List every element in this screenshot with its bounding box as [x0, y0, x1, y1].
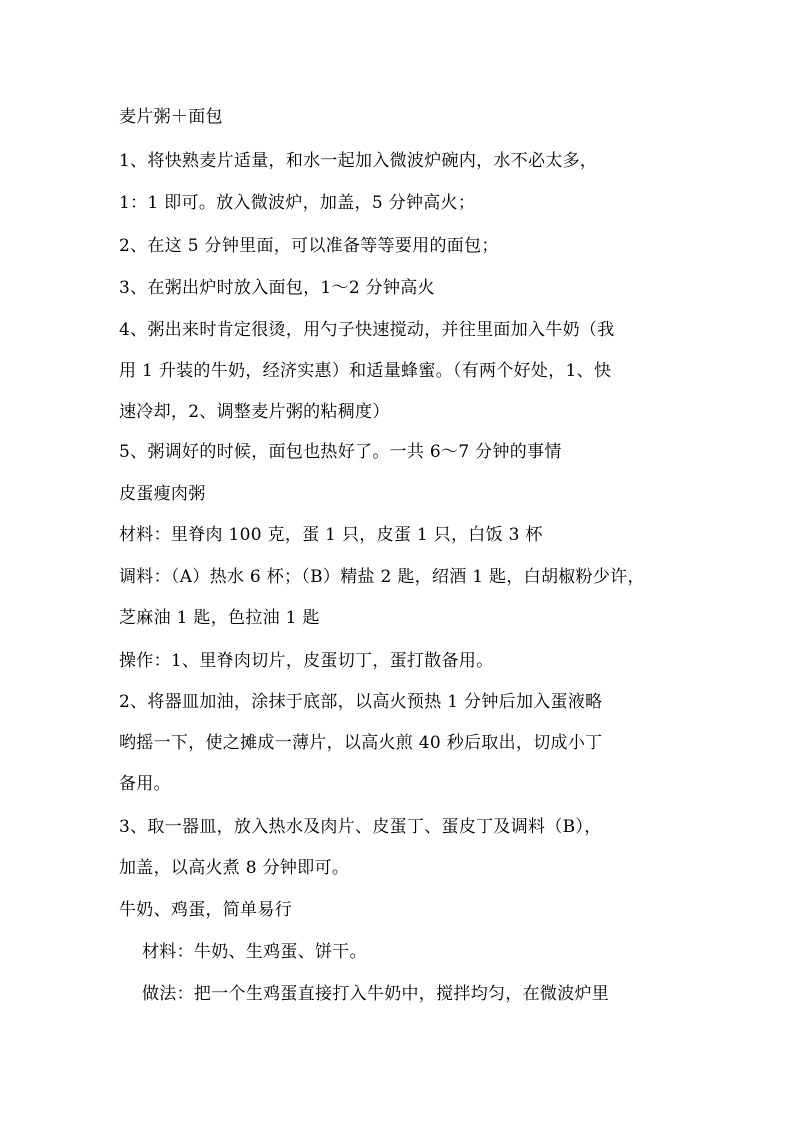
- text-line: 材料：牛奶、生鸡蛋、饼干。: [142, 942, 367, 962]
- text-line: 芝麻油 1 匙，色拉油 1 匙: [119, 608, 320, 628]
- section-title-century-egg-porridge: 皮蛋瘦肉粥: [119, 484, 206, 504]
- text-line: 备用。: [119, 774, 171, 794]
- text-line: 1：1 即可。放入微波炉，加盖，5 分钟高火；: [119, 193, 476, 213]
- text-line: 5、粥调好的时候，面包也热好了。一共 6～7 分钟的事情: [119, 442, 562, 462]
- text-line: 4、粥出来时肯定很烫，用勺子快速搅动，并往里面加入牛奶（我: [119, 320, 615, 340]
- text-line: 2、将器皿加油，涂抹于底部，以高火预热 1 分钟后加入蛋液略: [119, 692, 603, 712]
- text-line: 调料：（A）热水 6 杯；（B）精盐 2 匙，绍酒 1 匙，白胡椒粉少许，: [119, 567, 645, 587]
- text-line: 材料：里脊肉 100 克，蛋 1 只，皮蛋 1 只，白饭 3 杯: [119, 525, 543, 545]
- section-title-milk-egg: 牛奶、鸡蛋，简单易行: [119, 900, 292, 920]
- text-line: 速冷却，2、调整麦片粥的粘稠度）: [119, 402, 390, 422]
- text-line: 加盖，以高火煮 8 分钟即可。: [119, 858, 350, 878]
- text-line: 操作：1、里脊肉切片，皮蛋切丁，蛋打散备用。: [119, 651, 494, 671]
- text-line: 1、将快熟麦片适量，和水一起加入微波炉碗内，水不必太多，: [119, 151, 598, 171]
- text-line: 3、在粥出炉时放入面包，1～2 分钟高火: [119, 278, 435, 298]
- text-line: 3、取一器皿，放入热水及肉片、皮蛋丁、蛋皮丁及调料（B），: [119, 817, 602, 837]
- text-line: 2、在这 5 分钟里面，可以准备等等要用的面包；: [119, 236, 499, 256]
- text-line: 哟摇一下，使之摊成一薄片，以高火煎 40 秒后取出，切成小丁: [119, 733, 603, 753]
- text-line: 用 1 升装的牛奶，经济实惠）和适量蜂蜜。（有两个好处，1、快: [119, 361, 612, 381]
- section-title-oatmeal: 麦片粥＋面包: [119, 107, 223, 127]
- text-line: 做法：把一个生鸡蛋直接打入牛奶中，搅拌均匀，在微波炉里: [142, 984, 610, 1004]
